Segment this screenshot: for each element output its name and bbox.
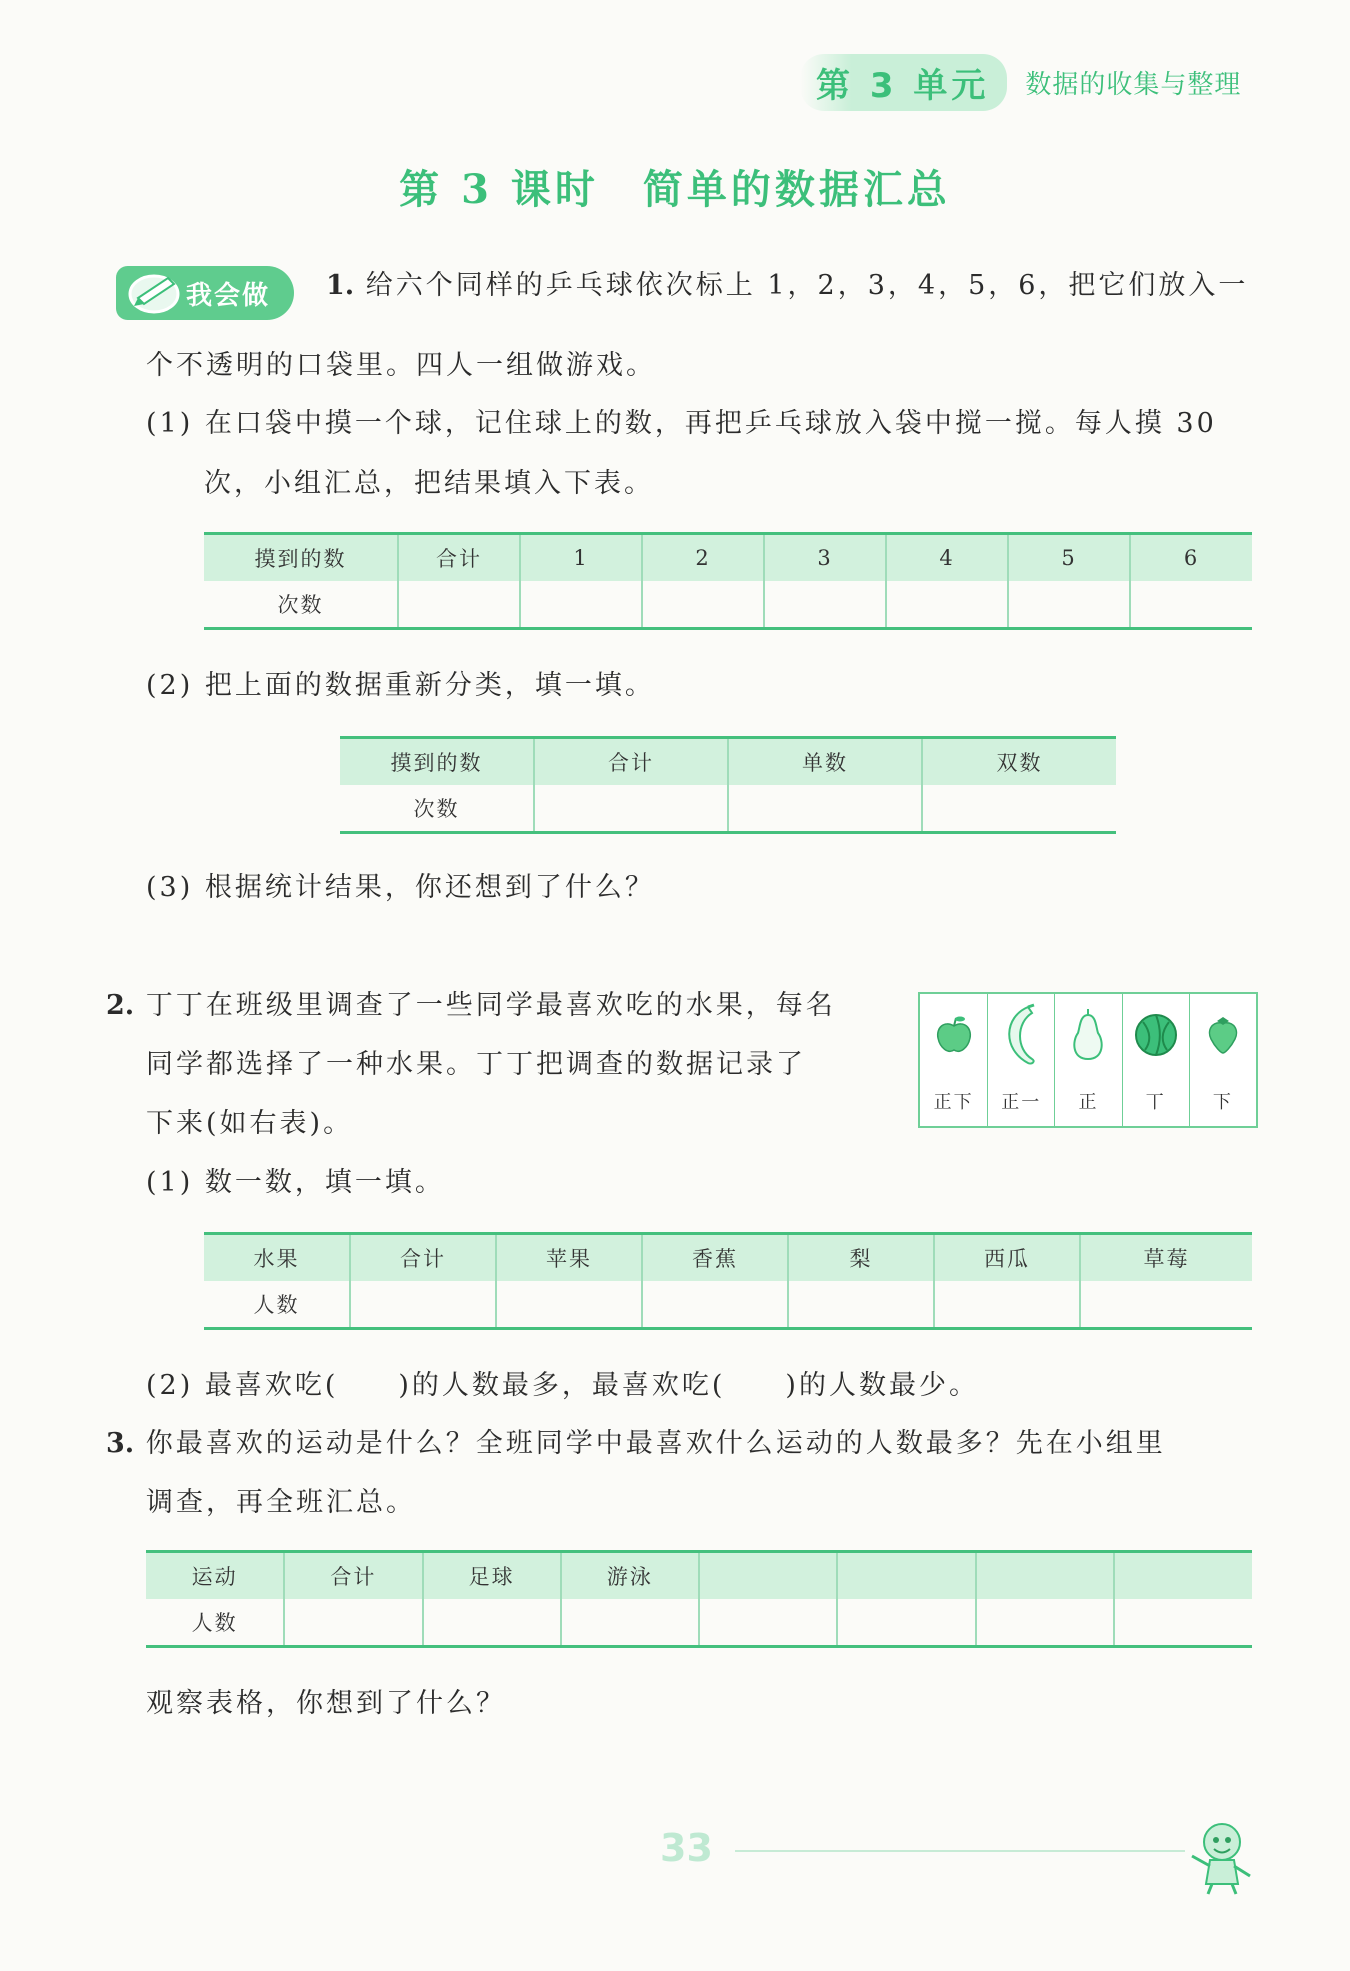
header-cell: 6 bbox=[1130, 534, 1252, 582]
q3-text-line1: 你最喜欢的运动是什么？全班同学中最喜欢什么运动的人数最多？先在小组里 bbox=[145, 1428, 1166, 1459]
header-cell[interactable] bbox=[699, 1552, 837, 1600]
header-cell: 1 bbox=[520, 534, 642, 582]
header-cell: 运动 bbox=[146, 1552, 284, 1600]
header-cell[interactable] bbox=[1114, 1552, 1252, 1600]
answer-cell[interactable] bbox=[284, 1599, 422, 1647]
mascot-icon bbox=[1182, 1816, 1260, 1896]
watermelon-cell bbox=[1122, 994, 1189, 1076]
banana-cell bbox=[987, 994, 1054, 1076]
answer-cell[interactable] bbox=[788, 1281, 934, 1329]
table-header-row bbox=[146, 1552, 1252, 1600]
apple-tally: 正下 bbox=[933, 1092, 974, 1113]
banana-icon bbox=[998, 1003, 1044, 1067]
q2-line1 bbox=[106, 990, 836, 1022]
table-row bbox=[204, 1281, 1252, 1329]
strawberry-tally: 下 bbox=[1189, 1076, 1256, 1126]
q3-number: 3. bbox=[106, 1428, 135, 1459]
answer-cell[interactable] bbox=[837, 1599, 975, 1647]
q2-table bbox=[204, 1232, 1252, 1330]
banana-tally: 正一 bbox=[987, 1076, 1054, 1126]
unit-label: 第 3 单元 bbox=[800, 54, 1007, 111]
table-header-row bbox=[204, 534, 1252, 582]
header-cell: 西瓜 bbox=[934, 1234, 1080, 1282]
pear-cell bbox=[1054, 994, 1121, 1076]
answer-cell[interactable] bbox=[350, 1281, 496, 1329]
q2-part2: (2) 最喜欢吃( )的人数最多，最喜欢吃( )的人数最少。 bbox=[146, 1370, 979, 1401]
table-row bbox=[340, 785, 1116, 833]
watermelon-icon bbox=[1133, 1012, 1179, 1058]
answer-cell[interactable] bbox=[1080, 1281, 1252, 1329]
table-header-row bbox=[340, 738, 1116, 786]
row-label: 人数 bbox=[146, 1599, 284, 1647]
answer-cell[interactable] bbox=[423, 1599, 561, 1647]
badge-label: 我会做 bbox=[185, 280, 270, 311]
header-cell: 2 bbox=[642, 534, 764, 582]
header-cell: 合计 bbox=[284, 1552, 422, 1600]
q1-number: 1. bbox=[326, 270, 355, 301]
answer-cell[interactable] bbox=[642, 1281, 788, 1329]
q2-text-line2: 同学都选择了一种水果。丁丁把调查的数据记录了 bbox=[146, 1049, 806, 1080]
row-label: 次数 bbox=[340, 785, 534, 833]
q2-part1: (1) 数一数，填一填。 bbox=[146, 1167, 445, 1198]
answer-cell[interactable] bbox=[976, 1599, 1114, 1647]
header-cell: 梨 bbox=[788, 1234, 934, 1282]
q1-line1 bbox=[326, 270, 1248, 302]
header-cell[interactable] bbox=[837, 1552, 975, 1600]
header-cell: 5 bbox=[1008, 534, 1130, 582]
pear-icon bbox=[1068, 1007, 1108, 1063]
fruit-tally-box bbox=[918, 992, 1258, 1128]
q2-text-line1: 丁丁在班级里调查了一些同学最喜欢吃的水果，每名 bbox=[145, 990, 836, 1021]
row-label: 人数 bbox=[204, 1281, 350, 1329]
q3-table bbox=[146, 1550, 1252, 1648]
header-cell: 单数 bbox=[728, 738, 922, 786]
answer-cell[interactable] bbox=[699, 1599, 837, 1647]
answer-cell[interactable] bbox=[1130, 581, 1252, 629]
q2-text-line3: 下来(如右表)。 bbox=[146, 1108, 354, 1139]
pencil-hand-icon bbox=[124, 260, 186, 322]
unit-subtitle: 数据的收集与整理 bbox=[1025, 69, 1242, 100]
answer-cell[interactable] bbox=[1008, 581, 1130, 629]
q3-followup: 观察表格，你想到了什么？ bbox=[146, 1688, 506, 1719]
pear-tally: 正 bbox=[1054, 1076, 1121, 1126]
answer-cell[interactable] bbox=[922, 785, 1116, 833]
answer-cell[interactable] bbox=[728, 785, 922, 833]
header-cell: 3 bbox=[764, 534, 886, 582]
table-row bbox=[146, 1599, 1252, 1647]
apple-cell bbox=[920, 994, 987, 1076]
answer-cell[interactable] bbox=[764, 581, 886, 629]
unit-header bbox=[800, 58, 1241, 106]
apple-icon bbox=[934, 1014, 974, 1056]
header-cell: 苹果 bbox=[496, 1234, 642, 1282]
header-cell: 合计 bbox=[398, 534, 520, 582]
q1-part1-line2: 次，小组汇总，把结果填入下表。 bbox=[204, 468, 654, 499]
strawberry-icon bbox=[1205, 1015, 1241, 1055]
strawberry-cell bbox=[1189, 994, 1256, 1076]
header-cell: 游泳 bbox=[561, 1552, 699, 1600]
header-cell: 摸到的数 bbox=[340, 738, 534, 786]
answer-cell[interactable] bbox=[561, 1599, 699, 1647]
lesson-title: 第 3 课时 简单的数据汇总 bbox=[399, 166, 951, 213]
watermelon-tally: 丅 bbox=[1122, 1076, 1189, 1126]
answer-cell[interactable] bbox=[398, 581, 520, 629]
q1-text-line2: 个不透明的口袋里。四人一组做游戏。 bbox=[146, 350, 656, 381]
answer-cell[interactable] bbox=[496, 1281, 642, 1329]
q1-table1 bbox=[204, 532, 1252, 630]
q1-part1-line1: (1) 在口袋中摸一个球，记住球上的数，再把乒乓球放入袋中搅一搅。每人摸 30 bbox=[146, 408, 1217, 439]
page-number: 33 bbox=[660, 1826, 713, 1870]
q3-text-line2: 调查，再全班汇总。 bbox=[146, 1487, 416, 1518]
header-cell: 双数 bbox=[922, 738, 1116, 786]
table-header-row bbox=[204, 1234, 1252, 1282]
badge-wo-hui-zuo bbox=[116, 266, 294, 320]
header-cell: 香蕉 bbox=[642, 1234, 788, 1282]
header-cell: 合计 bbox=[350, 1234, 496, 1282]
q1-part2: (2) 把上面的数据重新分类，填一填。 bbox=[146, 670, 655, 701]
q1-part3: (3) 根据统计结果，你还想到了什么？ bbox=[146, 872, 655, 903]
header-cell: 草莓 bbox=[1080, 1234, 1252, 1282]
q3-line1 bbox=[106, 1428, 1166, 1460]
answer-cell[interactable] bbox=[886, 581, 1008, 629]
answer-cell[interactable] bbox=[520, 581, 642, 629]
q1-table2 bbox=[340, 736, 1116, 834]
answer-cell[interactable] bbox=[934, 1281, 1080, 1329]
header-cell: 合计 bbox=[534, 738, 728, 786]
header-cell[interactable] bbox=[976, 1552, 1114, 1600]
answer-cell[interactable] bbox=[642, 581, 764, 629]
q1-text-line1: 给六个同样的乒乓球依次标上 1，2，3，4，5，6，把它们放入一 bbox=[365, 270, 1249, 301]
table-row bbox=[204, 581, 1252, 629]
row-label: 次数 bbox=[204, 581, 398, 629]
header-cell: 水果 bbox=[204, 1234, 350, 1282]
footer-divider bbox=[735, 1850, 1185, 1852]
q2-number: 2. bbox=[106, 990, 135, 1021]
header-cell: 足球 bbox=[423, 1552, 561, 1600]
header-cell: 4 bbox=[886, 534, 1008, 582]
answer-cell[interactable] bbox=[1114, 1599, 1252, 1647]
answer-cell[interactable] bbox=[534, 785, 728, 833]
header-cell: 摸到的数 bbox=[204, 534, 398, 582]
